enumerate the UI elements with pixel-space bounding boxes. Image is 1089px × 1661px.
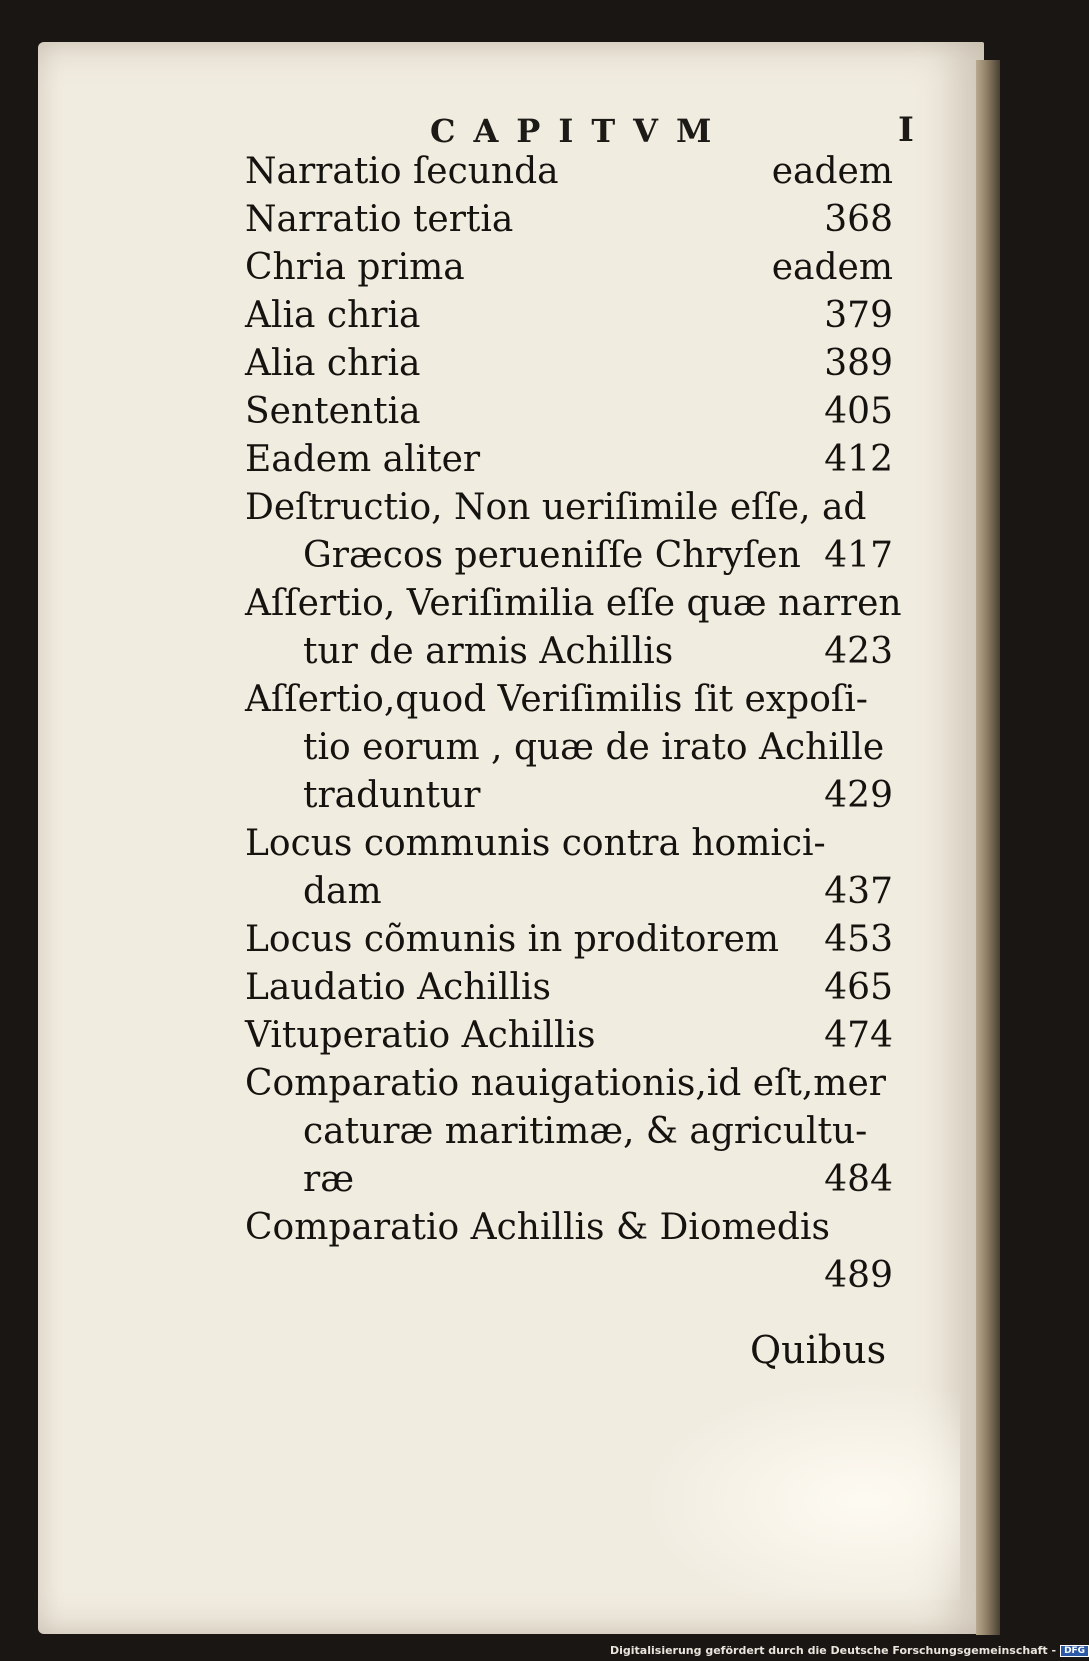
toc-page-number: eadem — [771, 151, 893, 192]
toc-entry — [245, 1060, 893, 1204]
toc-entry — [245, 484, 893, 580]
toc-entry — [245, 916, 893, 964]
toc-page-number: 423 — [824, 631, 893, 672]
toc-entry — [245, 244, 893, 292]
toc-entry-text: tur de armis Achillis — [303, 631, 674, 672]
toc-entry-text: dam — [303, 871, 382, 912]
toc-entry — [245, 964, 893, 1012]
toc-page-number: 379 — [824, 295, 893, 336]
toc-entry-text: Laudatio Achillis — [245, 967, 552, 1008]
toc-entry — [245, 292, 893, 340]
toc-page-number: 489 — [824, 1255, 893, 1296]
toc-page-number: 412 — [824, 439, 893, 480]
toc-entry — [245, 1012, 893, 1060]
toc-entry-line — [245, 772, 893, 820]
toc-entry-line — [245, 580, 902, 628]
toc-entry — [245, 436, 893, 484]
toc-entry-line — [245, 676, 893, 724]
toc-page-number: 484 — [824, 1159, 893, 1200]
toc-entry-text: Chria prima — [245, 247, 465, 288]
toc-entry-text: Aſſertio, Veriſimilia eſſe quæ narren — [245, 583, 902, 624]
running-head-mark: I — [898, 110, 914, 150]
toc-page-number: 417 — [824, 535, 893, 576]
toc-page-number: 389 — [824, 343, 893, 384]
toc-entry-line — [245, 244, 893, 292]
toc-entry — [245, 340, 893, 388]
toc-entry-text: Aſſertio,quod Veriſimilis ſit expoſi- — [245, 679, 868, 720]
catchword: Quibus — [750, 1328, 887, 1372]
toc-entry-line — [245, 532, 893, 580]
toc-entry-text: Alia chria — [245, 295, 421, 336]
running-head: CAPITVM — [430, 112, 730, 150]
toc-entry-line — [245, 1156, 893, 1204]
toc-entry-text: traduntur — [303, 775, 481, 816]
toc-entry-line — [245, 1204, 893, 1252]
toc-page-number: eadem — [771, 247, 893, 288]
toc-page-number: 437 — [824, 871, 893, 912]
toc-entry-text: ræ — [303, 1159, 355, 1200]
toc-entry-text: Comparatio Achillis & Diomedis — [245, 1207, 830, 1248]
toc-entry-line — [245, 484, 893, 532]
toc-entry — [245, 388, 893, 436]
toc-entry-text: Narratio tertia — [245, 199, 514, 240]
toc-entry-line — [245, 916, 893, 964]
toc-entry-text: Græcos perueniſſe Chryſen — [303, 535, 801, 576]
toc-entry-line — [245, 1012, 893, 1060]
digitization-credit — [610, 1644, 1086, 1657]
credit-text: Digitalisierung gefördert durch die Deutsche Forschungsgemeinschaft - — [610, 1644, 1057, 1657]
toc-entry-text: Sententia — [245, 391, 421, 432]
toc-page-number: 429 — [824, 775, 893, 816]
page-edge — [976, 60, 1000, 1635]
toc-entry-text: Alia chria — [245, 343, 421, 384]
dfg-logo: DFG — [1060, 1645, 1089, 1657]
toc-entry — [245, 196, 893, 244]
toc-entry-text: Locus communis contra homici- — [245, 823, 826, 864]
toc-entry-line — [245, 1060, 893, 1108]
toc-entry-line — [245, 868, 893, 916]
toc-page-number: 453 — [824, 919, 893, 960]
toc-entry-text: Comparatio nauigationis,id eſt,mer — [245, 1063, 886, 1104]
toc-entry-text: Locus cõmunis in proditorem — [245, 919, 780, 960]
toc-entry — [245, 676, 893, 820]
toc-entry-text: caturæ maritimæ, & agricultu- — [303, 1111, 868, 1152]
toc-entry-line — [245, 1108, 893, 1156]
toc-page-number: 368 — [824, 199, 893, 240]
toc-entry-line — [245, 436, 893, 484]
toc-entry-line — [245, 628, 893, 676]
toc-entry-line — [245, 292, 893, 340]
toc-page-number: 474 — [824, 1015, 893, 1056]
toc-entry-line — [245, 148, 893, 196]
toc-entry-text: Eadem aliter — [245, 439, 481, 480]
toc-entry — [245, 148, 893, 196]
toc-entry-line — [245, 1252, 893, 1300]
table-of-contents — [245, 148, 902, 1300]
toc-entry-line — [245, 196, 893, 244]
paper-stain — [640, 1380, 960, 1600]
toc-page-number: 405 — [824, 391, 893, 432]
toc-page-number: 465 — [824, 967, 893, 1008]
toc-entry-line — [245, 388, 893, 436]
toc-entry — [245, 580, 902, 676]
toc-entry-text: Vituperatio Achillis — [245, 1015, 596, 1056]
toc-entry — [245, 820, 893, 916]
toc-entry — [245, 1204, 893, 1300]
toc-entry-line — [245, 340, 893, 388]
toc-entry-text: Deſtructio, Non ueriſimile eſſe, ad — [245, 487, 867, 528]
toc-entry-line — [245, 820, 893, 868]
toc-entry-line — [245, 724, 893, 772]
toc-entry-line — [245, 964, 893, 1012]
toc-entry-text: tio eorum , quæ de irato Achille — [303, 727, 885, 768]
toc-entry-text: Narratio ſecunda — [245, 151, 559, 192]
